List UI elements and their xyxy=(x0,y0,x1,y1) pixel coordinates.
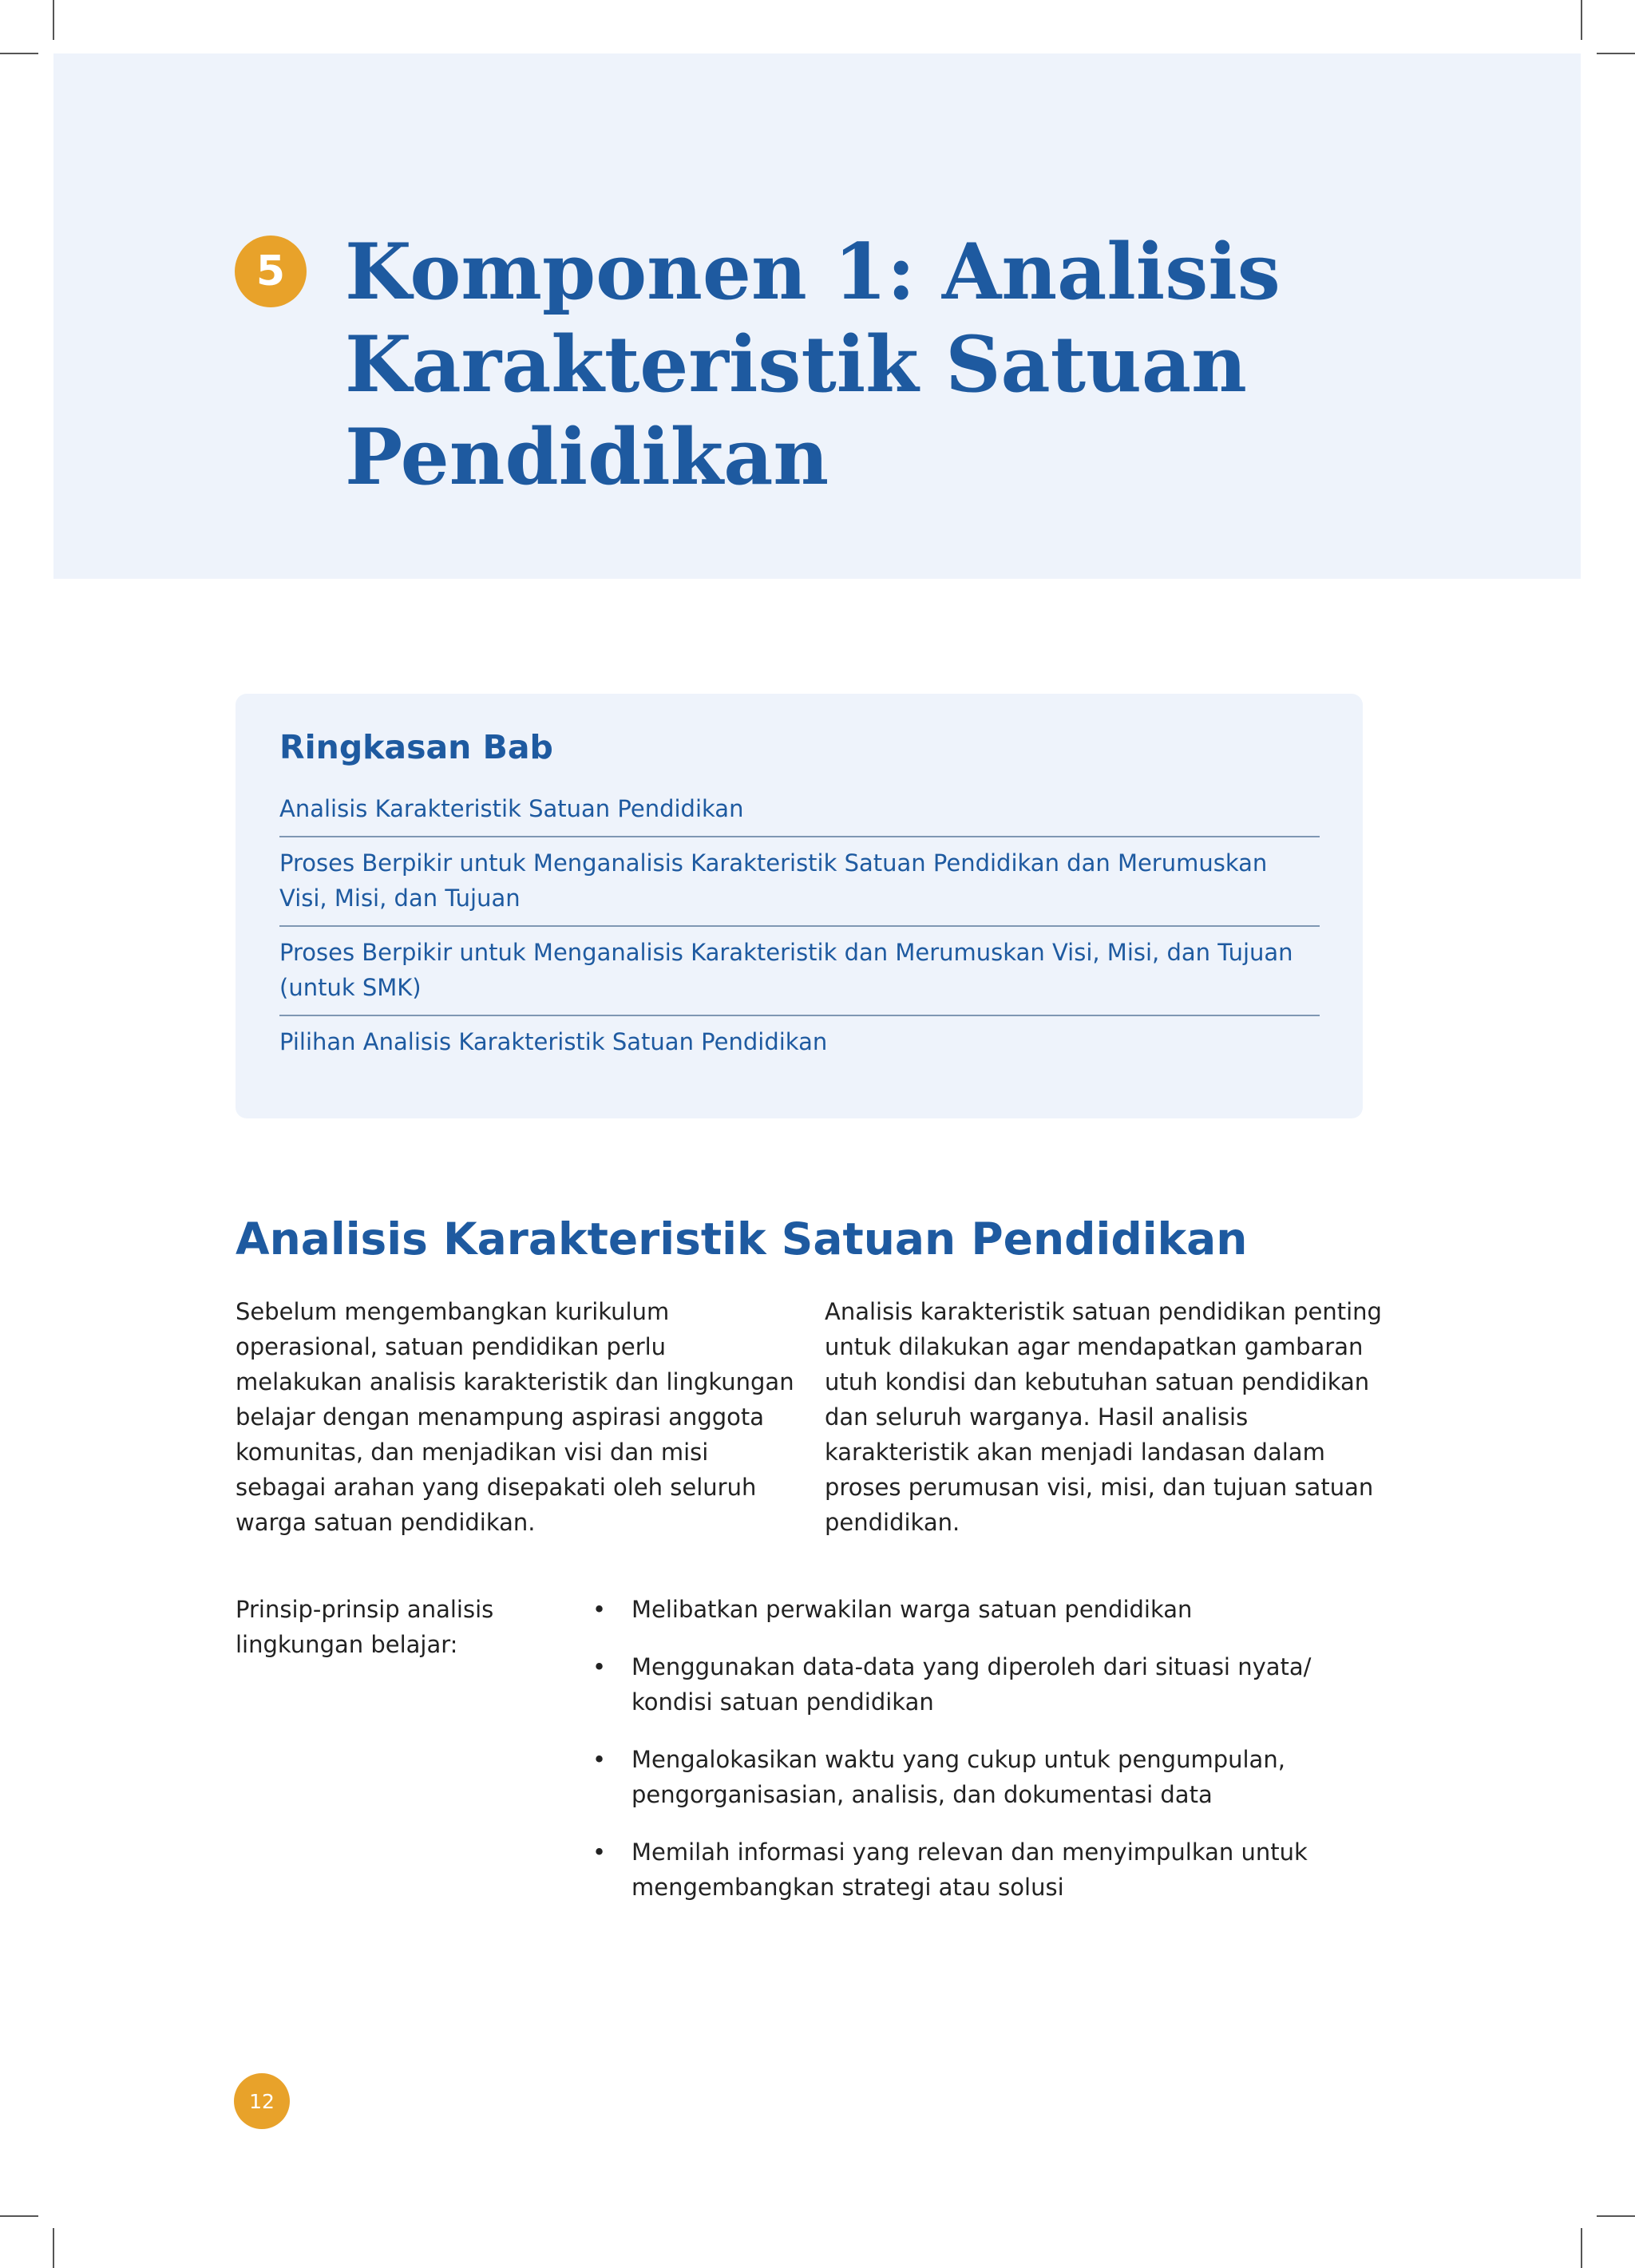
principles-list xyxy=(592,1592,1375,1927)
principle-item xyxy=(592,1835,1375,1905)
crop-mark-top-right-h xyxy=(1597,53,1635,54)
summary-link-item[interactable]: Pilihan Analisis Karakteristik Satuan Pendidikan xyxy=(279,1028,828,1055)
chapter-number-badge: 5 xyxy=(235,236,307,307)
principle-item xyxy=(592,1592,1375,1627)
crop-mark-bottom-left-v xyxy=(53,2228,54,2268)
crop-mark-top-right-v xyxy=(1581,0,1582,40)
bullet-icon: • xyxy=(592,1653,607,1680)
summary-link-item[interactable]: Analisis Karakteristik Satuan Pendidikan xyxy=(279,791,1320,837)
principle-item xyxy=(592,1649,1375,1720)
intro-paragraph-right: Analisis karakteristik satuan pendidikan penting untuk dilakukan agar mendapatkan gambaran utuh kondisi dan kebutuhan satuan pendidikan dan seluruh warganya. Hasil analisis karakteristik akan menjadi landasan dalam proses perumusan visi, misi, dan tujuan satuan pendidikan. xyxy=(825,1298,1382,1536)
principle-text: Melibatkan perwakilan warga satuan pendidikan xyxy=(631,1596,1193,1623)
summary-link-item[interactable]: Proses Berpikir untuk Menganalisis Karakteristik Satuan Pendidikan dan Merumuskan Visi, Misi, dan Tujuan xyxy=(279,845,1320,927)
crop-mark-bottom-right-v xyxy=(1581,2228,1582,2268)
principle-item xyxy=(592,1742,1375,1812)
intro-paragraph-left: Sebelum mengembangkan kurikulum operasional, satuan pendidikan perlu melakukan analisis karakteristik dan lingkungan belajar dengan menampung aspirasi anggota komunitas, dan menjadikan visi dan misi sebagai arahan yang disepakati oleh seluruh warga satuan pendidikan. xyxy=(236,1298,794,1536)
section-heading: Analisis Karakteristik Satuan Pendidikan xyxy=(236,1213,1248,1265)
page-number-badge: 12 xyxy=(234,2073,290,2129)
principle-text: Mengalokasikan waktu yang cukup untuk pengumpulan, pengorganisasian, analisis, dan dokumentasi data xyxy=(631,1746,1285,1808)
crop-mark-bottom-left-h xyxy=(0,2215,38,2217)
chapter-summary-title: Ringkasan Bab xyxy=(279,728,553,766)
crop-mark-bottom-right-h xyxy=(1597,2215,1635,2217)
principle-text: Memilah informasi yang relevan dan menyimpulkan untuk mengembangkan strategi atau solusi xyxy=(631,1839,1308,1901)
bullet-icon: • xyxy=(592,1746,607,1773)
crop-mark-top-left-v xyxy=(53,0,54,40)
principles-label: Prinsip-prinsip analisis lingkungan belajar: xyxy=(236,1596,494,1658)
principle-text: Menggunakan data-data yang diperoleh dari situasi nyata/ kondisi satuan pendidikan xyxy=(631,1653,1312,1716)
chapter-title: Komponen 1: Analisis Karakteristik Satuan Pendidikan xyxy=(345,227,1281,502)
crop-mark-top-left-h xyxy=(0,53,38,54)
chapter-summary-box xyxy=(236,694,1363,1118)
bullet-icon: • xyxy=(592,1596,607,1623)
summary-link-item[interactable]: Proses Berpikir untuk Menganalisis Karakteristik dan Merumuskan Visi, Misi, dan Tujuan (untuk SMK) xyxy=(279,935,1320,1016)
bullet-icon: • xyxy=(592,1839,607,1866)
